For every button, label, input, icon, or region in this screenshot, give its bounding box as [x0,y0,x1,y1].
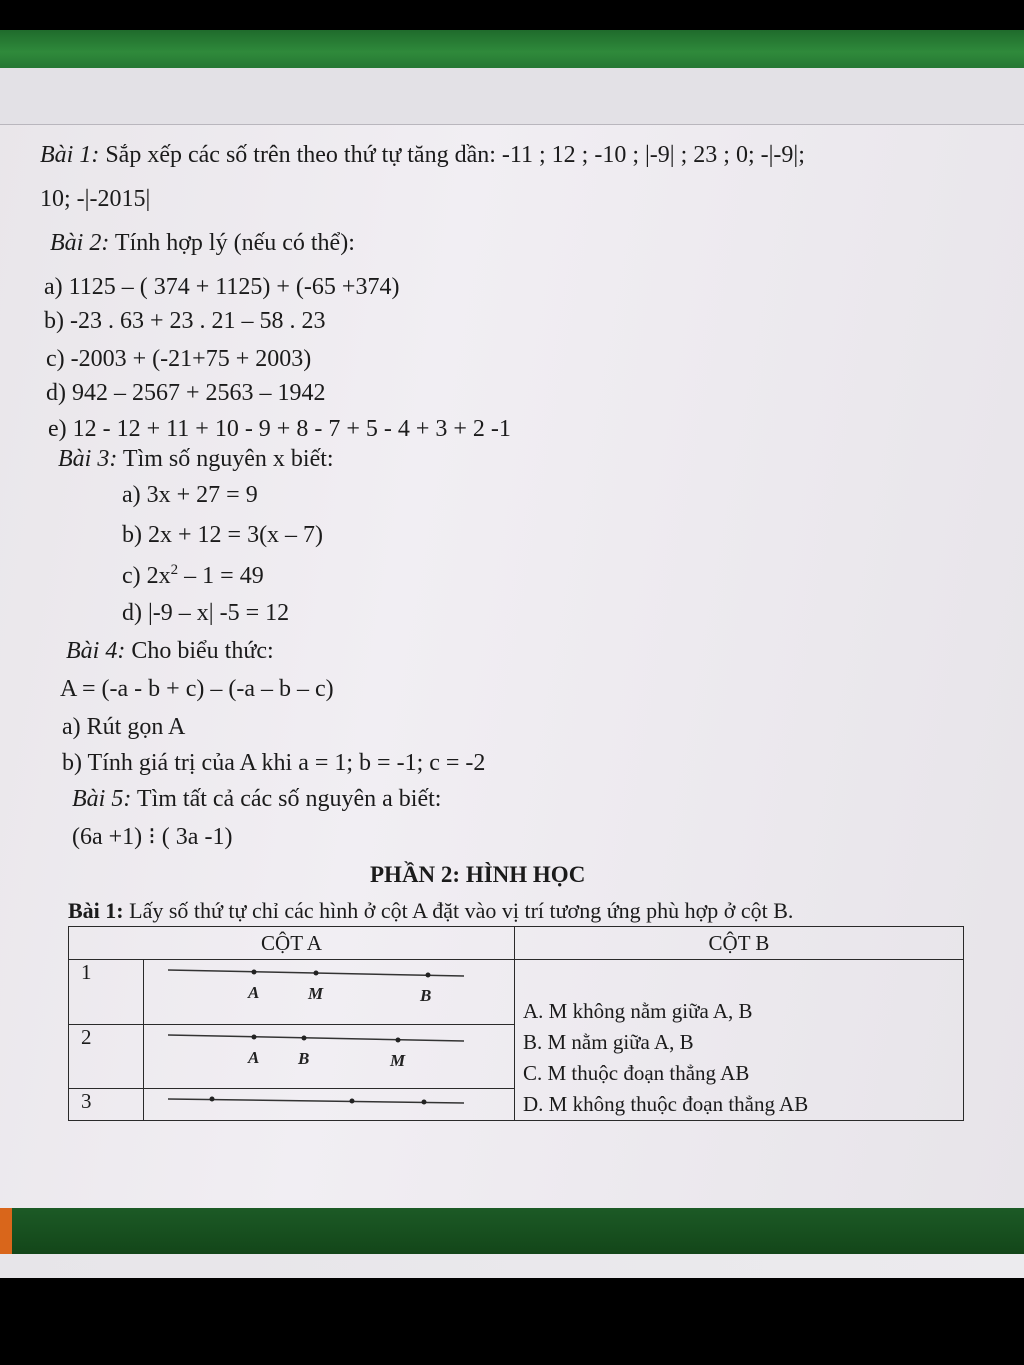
bai2-heading [50,230,355,257]
bai5-text: Tìm tất cả các số nguyên a biết: [136,786,442,812]
bai5-heading [72,786,441,813]
bai5-label: Bài 5: [72,786,132,812]
row-1-point-m [314,971,319,976]
bai3-item-d: d) |-9 – x| -5 = 12 [122,600,290,626]
bai4-heading [66,638,274,665]
document-area [0,68,1024,1208]
part2-bai1-label: Bài 1: [68,898,124,923]
bai2-label: Bài 2: [50,230,110,256]
document-page[interactable] [0,126,1024,1184]
bai5-expr: (6a +1) ⁝ ( 3a -1) [72,824,233,850]
bai3-item-b: b) 2x + 12 = 3(x – 7) [122,522,324,548]
row-1-label-0: A [248,983,260,1002]
row-1-point-a [252,970,257,975]
ruler [0,68,1024,125]
bai2-text: Tính hợp lý (nếu có thể): [114,230,355,256]
bai2-item-e: e) 12 - 12 + 11 + 10 - 9 + 8 - 7 + 5 - 4 + 3 + 2 -1 [48,416,511,442]
bai4-item-a: a) Rút gọn A [62,714,186,740]
col-b-header: CỘT B [515,927,964,960]
bai2-item-c: c) -2003 + (-21+75 + 2003) [46,346,312,372]
row-3-point-2 [350,1099,355,1104]
row-3-num: 3 [69,1089,144,1121]
row-2-label-0: A [248,1047,260,1067]
bai3-label: Bài 3: [58,446,118,472]
row-3-point-3 [422,1100,427,1105]
bai3-item-c-rest: – 1 = 49 [184,563,264,589]
bai2-item-b: b) -23 . 63 + 23 . 21 – 58 . 23 [44,308,326,334]
bai3-item-c-text: c) 2x [122,563,171,589]
row-2-figure [144,1024,515,1089]
row-2-label-2: M [390,1050,406,1070]
row-2-point-m [396,1037,401,1042]
bai3-heading [58,446,334,473]
row-1-label-1: M [308,984,324,1003]
part2-bai1-text: Lấy số thứ tự chỉ các hình ở cột A đặt vào vị trí tương ứng phù hợp ở cột B. [129,898,794,923]
part2-heading: PHẦN 2: HÌNH HỌC [370,862,586,887]
row-2-num: 2 [69,1024,144,1089]
bai2-item-d: d) 942 – 2567 + 2563 – 1942 [46,380,326,406]
matching-table [68,926,964,1121]
row-1-figure [144,960,515,1025]
col-b-item-d: D. M không thuộc đoạn thẳng AB [523,1092,809,1116]
bai1-line-2: 10; -|-2015| [40,186,151,212]
bai2-item-a: a) 1125 – ( 374 + 1125) + (-65 +374) [44,274,400,300]
col-b-item-b: B. M nằm giữa A, B [523,1030,694,1054]
col-a-header: CỘT A [69,927,515,960]
start-button[interactable] [0,1208,12,1254]
bai3-text: Tìm số nguyên x biết: [122,446,334,472]
col-b-item-c: C. M thuộc đoạn thẳng AB [523,1061,750,1085]
bai4-text: Cho biểu thức: [131,638,274,664]
row-2-line-figure [144,1025,514,1085]
row-1-num: 1 [69,960,144,1025]
row-1-line-figure [144,960,514,1020]
bai3-item-c-sup: 2 [170,562,179,578]
row-3-figure [144,1089,515,1121]
row-3-point-1 [210,1097,215,1102]
row-1-label-2: B [420,986,432,1005]
bai1-text: Sắp xếp các số trên theo thứ tự tăng dần: -11 ; 12 ; -10 ; |-9| ; 23 ; 0; -|-9|; [105,142,805,168]
bai3-item-a: a) 3x + 27 = 9 [122,482,258,508]
col-b-item-a: A. M không nằm giữa A, B [523,999,753,1023]
app-title-bar [0,30,1024,70]
taskbar [0,1208,1024,1254]
row-2-segment [168,1035,464,1041]
row-3-line-figure [144,1089,514,1119]
bai4-label: Bài 4: [66,638,126,664]
part2-bai1 [68,898,793,924]
row-1-point-b [426,973,431,978]
bai1-line [40,142,805,169]
row-2-label-1: B [298,1048,310,1068]
bai4-expr: A = (-a - b + c) – (-a – b – c) [60,676,334,702]
bai1-label: Bài 1: [40,142,100,168]
col-b-cell [515,960,964,1121]
bai3-item-c [122,562,264,590]
row-2-point-a [252,1034,257,1039]
row-2-point-b [302,1035,307,1040]
bai4-item-b: b) Tính giá trị của A khi a = 1; b = -1; c = -2 [62,750,486,776]
